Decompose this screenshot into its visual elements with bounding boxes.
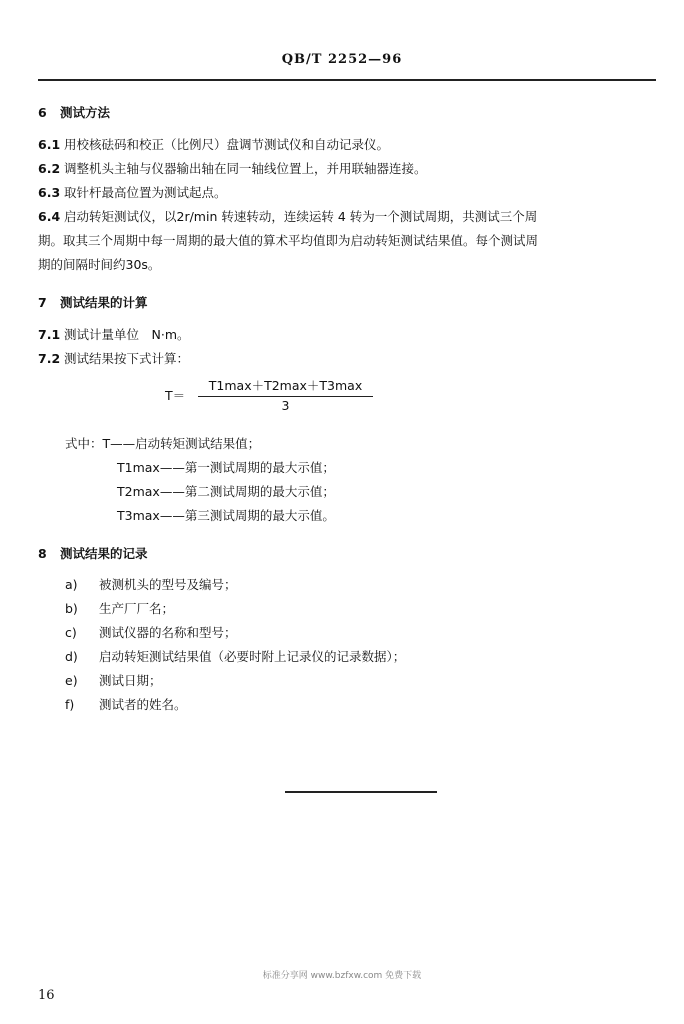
clause-6-4-continued-2: 期的间隔时间约30s。 — [38, 257, 161, 272]
clause-6-3: 6.3 取针杆最高位置为测试起点。 — [38, 185, 227, 200]
record-item-f: f) 测试者的姓名。 — [65, 697, 187, 712]
clause-6-1: 6.1 用校核砝码和校正（比例尺）盘调节测试仪和自动记录仪。 — [38, 137, 390, 152]
clause-6-2: 6.2 调整机头主轴与仪器输出轴在同一轴线位置上，并用联轴器连接。 — [38, 161, 427, 176]
fraction-bar — [198, 396, 373, 397]
clause-7-2: 7.2 测试结果按下式计算： — [38, 351, 190, 366]
section-8-heading: 8 测试结果的记录 — [38, 546, 148, 561]
record-item-c: c) 测试仪器的名称和型号； — [65, 625, 237, 640]
standard-code-header: QB/T 2252—96 — [281, 52, 403, 67]
section-6-heading: 6 测试方法 — [38, 105, 111, 120]
page-number: 16 — [38, 988, 55, 1003]
record-item-b: b) 生产厂厂名； — [65, 601, 175, 616]
record-item-e: e) 测试日期； — [65, 673, 162, 688]
formula-denominator: 3 — [281, 398, 290, 413]
where-line-t1max: T1max——第一测试周期的最大示值； — [117, 460, 335, 475]
formula-numerator: T1max＋T2max＋T3max — [208, 378, 363, 393]
section-7-heading: 7 测试结果的计算 — [38, 295, 148, 310]
where-line-t3max: T3max——第三测试周期的最大示值。 — [117, 508, 335, 523]
formula-lhs: T＝ — [165, 388, 186, 403]
record-item-d: d) 启动转矩测试结果值（必要时附上记录仪的记录数据）； — [65, 649, 406, 664]
clause-6-4: 6.4 启动转矩测试仪，以2r/min 转速转动，连续运转 4 转为一个测试周期，共测试三个周 — [38, 209, 538, 224]
header-rule — [38, 79, 656, 81]
where-intro: 式中：T——启动转矩测试结果值； — [65, 436, 261, 451]
where-line-t2max: T2max——第二测试周期的最大示值； — [117, 484, 335, 499]
watermark-footer: 标准分享网 www.bzfxw.com 免费下载 — [262, 971, 422, 981]
clause-6-4-continued-1: 期。取其三个周期中每一周期的最大值的算术平均值即为启动转矩测试结果值。每个测试周 — [38, 233, 539, 248]
clause-7-1: 7.1 测试计量单位 N·m。 — [38, 327, 190, 342]
record-item-a: a) 被测机头的型号及编号； — [65, 577, 237, 592]
end-of-standard-rule — [285, 791, 437, 793]
